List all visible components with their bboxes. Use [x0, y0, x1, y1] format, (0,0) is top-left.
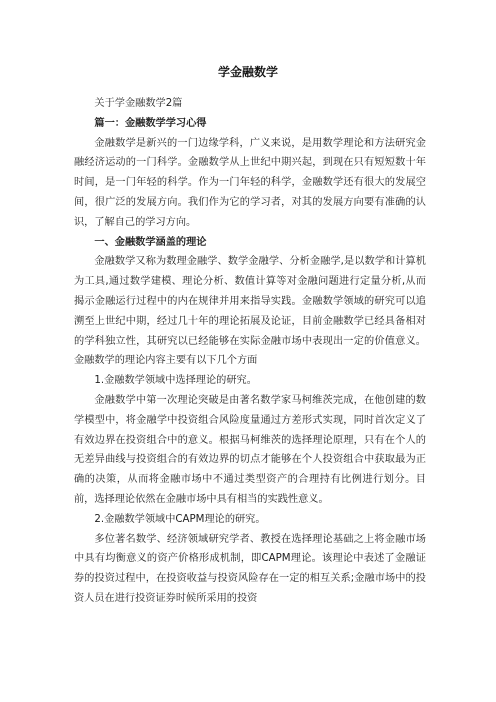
paragraph: 金融数学中第一次理论突破是由著名数学家马柯维茨完成，在他创建的数学模型中，将金融学中投资组合风险度量通过方差形式实现，同时首次定义了有效边界在投资组合中的意义。根据马柯维茨的选择理论原理，只有在个人的无差异曲线与投资组合的有效边界的切点才能够在个人投资组合中获取最为正确的决策，从而将金融市场中不通过类型资产的合理持有比例进行划分。目前，选择理论依然在金融市场中具有相当的实践性意义。	[74, 394, 426, 505]
paragraph: 金融数学又称为数理金融学、数学金融学、分析金融学,是以数学和计算机为工具,通过数学建模、理论分析、数值计算等对金融问题进行定量分析,从而揭示金融运行过程中的内在规律并用来指导实践。金融数学领域的研究可以追溯至上世纪中期，经过几十年的理论拓展及论证，目前金融数学已经具备相对的学科独立性，其研究以已经能够在实际金融市场中表现出一定的价值意义。金融数学的理论内容主要有以下几个方面	[74, 256, 426, 367]
subsection-heading: 1.金融数学领域中选择理论的研究。	[94, 375, 257, 387]
paragraph: 关于学金融数学2篇	[94, 98, 183, 109]
subsection-heading: 2.金融数学领域中CAPM理论的研究。	[94, 513, 266, 525]
section-heading: 篇一：金融数学学习心得	[94, 117, 207, 129]
document-title: 学金融数学	[217, 65, 278, 79]
paragraph: 金融数学是新兴的一门边缘学科，广义来说，是用数学理论和方法研究金融经济运动的一门科学。金融数学从上世纪中期兴起，到现在只有短短数十年时间，是一门年轻的科学。作为一门年轻的科学，金融数学还有很大的发展空间，很广泛的发展方向。我们作为它的学习者，对其的发展方向要有准确的认识，了解自己的学习方向。	[74, 137, 426, 228]
document-body	[74, 94, 426, 609]
paragraph: 多位著名数学、经济领域研究学者、教授在选择理论基础之上将金融市场中具有均衡意义的资产价格形成机制，即CAPM理论。该理论中表述了金融证券的投资过程中，在投资收益与投资风险存在一定的相互关系;金融市场中的投资人员在进行投资证券时候所采用的投资	[74, 533, 426, 604]
section-heading: 一、金融数学涵盖的理论	[94, 236, 207, 248]
